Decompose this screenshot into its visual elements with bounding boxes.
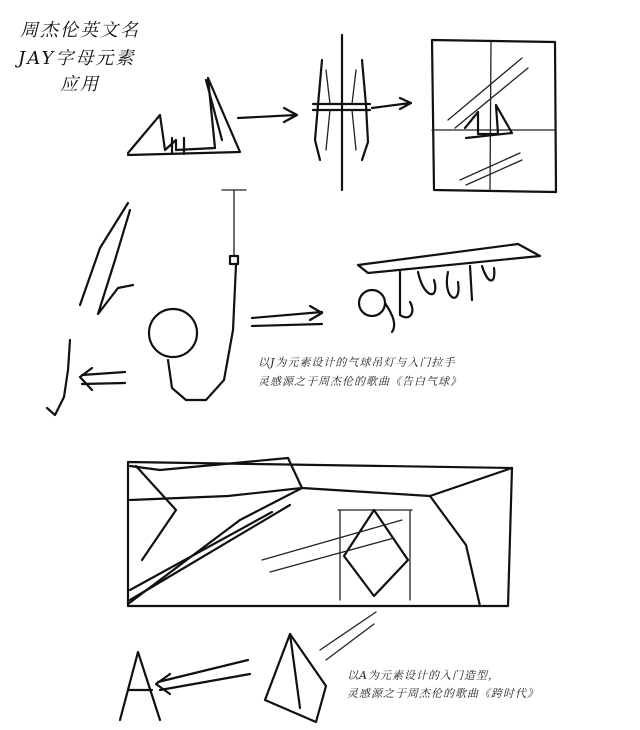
gate-note-line-1: 以A为元素设计的入门造型， (347, 669, 500, 682)
gate-sketch (128, 458, 512, 606)
balloon-lamp-sketch (149, 190, 246, 400)
title-line-3: 应用 (60, 74, 100, 95)
balloon-note-line-1: 以J为元素设计的气球吊灯与入门拉手 (258, 356, 456, 369)
arrow-right-2 (372, 98, 411, 109)
double-arrow-3 (156, 660, 250, 694)
gate-note-line-2: 灵感源之于周杰伦的歌曲《跨时代》 (347, 687, 539, 700)
double-arrow-2 (252, 306, 322, 326)
door-frame-sketch (432, 40, 556, 192)
double-arrow-1 (80, 368, 125, 390)
stylized-a-sketch (128, 78, 240, 155)
hanging-strings-sketch (358, 244, 540, 332)
arrow-right-1 (238, 108, 297, 122)
title-line-1: 周杰伦英文名 (20, 20, 140, 41)
balloon-note-line-2: 灵感源之于周杰伦的歌曲《告白气球》 (258, 375, 462, 388)
letter-a-sketch (120, 652, 160, 720)
pyramid-sketch (265, 612, 376, 722)
title-line-2: JAY字母元素 (18, 48, 136, 69)
h-shaped-handle-sketch (313, 35, 370, 190)
